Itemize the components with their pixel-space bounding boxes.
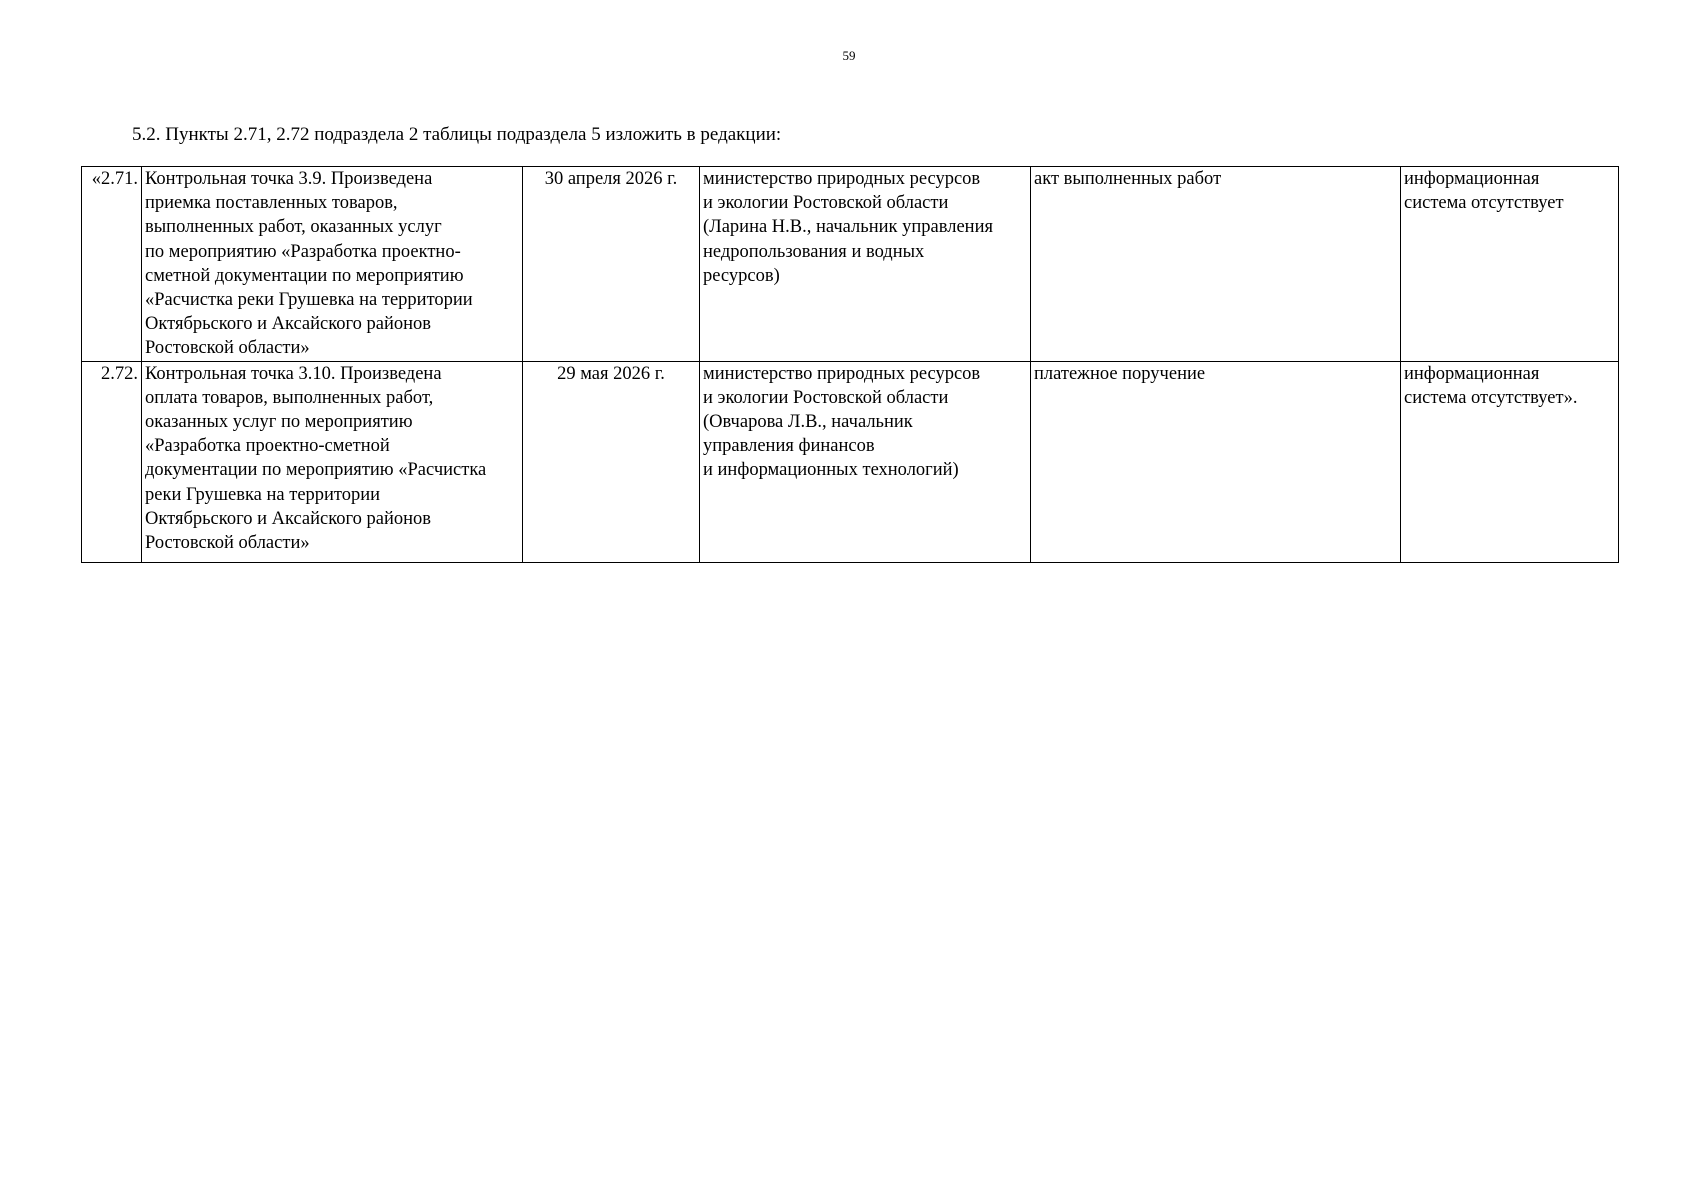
document-cell: акт выполненных работ [1031, 167, 1401, 362]
row-number-cell: 2.72. [82, 361, 142, 562]
event-cell: Контрольная точка 3.10. Произведена оплата товаров, выполненных работ, оказанных услуг по мероприятию «Разработка проектно-сметной документации по мероприятию «Расчистка реки Грушевка на территории Октябрьского и Аксайского районов Ростовской области» [142, 361, 523, 562]
information-system-cell: информационная система отсутствует». [1401, 361, 1619, 562]
responsible-cell: министерство природных ресурсов и экологии Ростовской области (Овчарова Л.В., начальник управления финансов и информационных технологий) [700, 361, 1031, 562]
date-cell: 30 апреля 2026 г. [523, 167, 700, 362]
event-cell: Контрольная точка 3.9. Произведена приемка поставленных товаров, выполненных работ, оказанных услуг по мероприятию «Разработка проектно- сметной документации по мероприятию «Расчистка реки Грушевка на территории Октябрьского и Аксайского районов Ростовской области» [142, 167, 523, 362]
information-system-cell: информационная система отсутствует [1401, 167, 1619, 362]
page-number: 59 [842, 48, 856, 63]
intro-paragraph: 5.2. Пункты 2.71, 2.72 подраздела 2 таблицы подраздела 5 изложить в редакции: [132, 124, 782, 145]
date-cell: 29 мая 2026 г. [523, 361, 700, 562]
row-number-cell: «2.71. [82, 167, 142, 362]
table-row [82, 361, 1619, 562]
document-cell: платежное поручение [1031, 361, 1401, 562]
table-row [82, 167, 1619, 362]
control-points-table [81, 166, 1619, 563]
responsible-cell: министерство природных ресурсов и экологии Ростовской области (Ларина Н.В., начальник управления недропользования и водных ресурсов) [700, 167, 1031, 362]
